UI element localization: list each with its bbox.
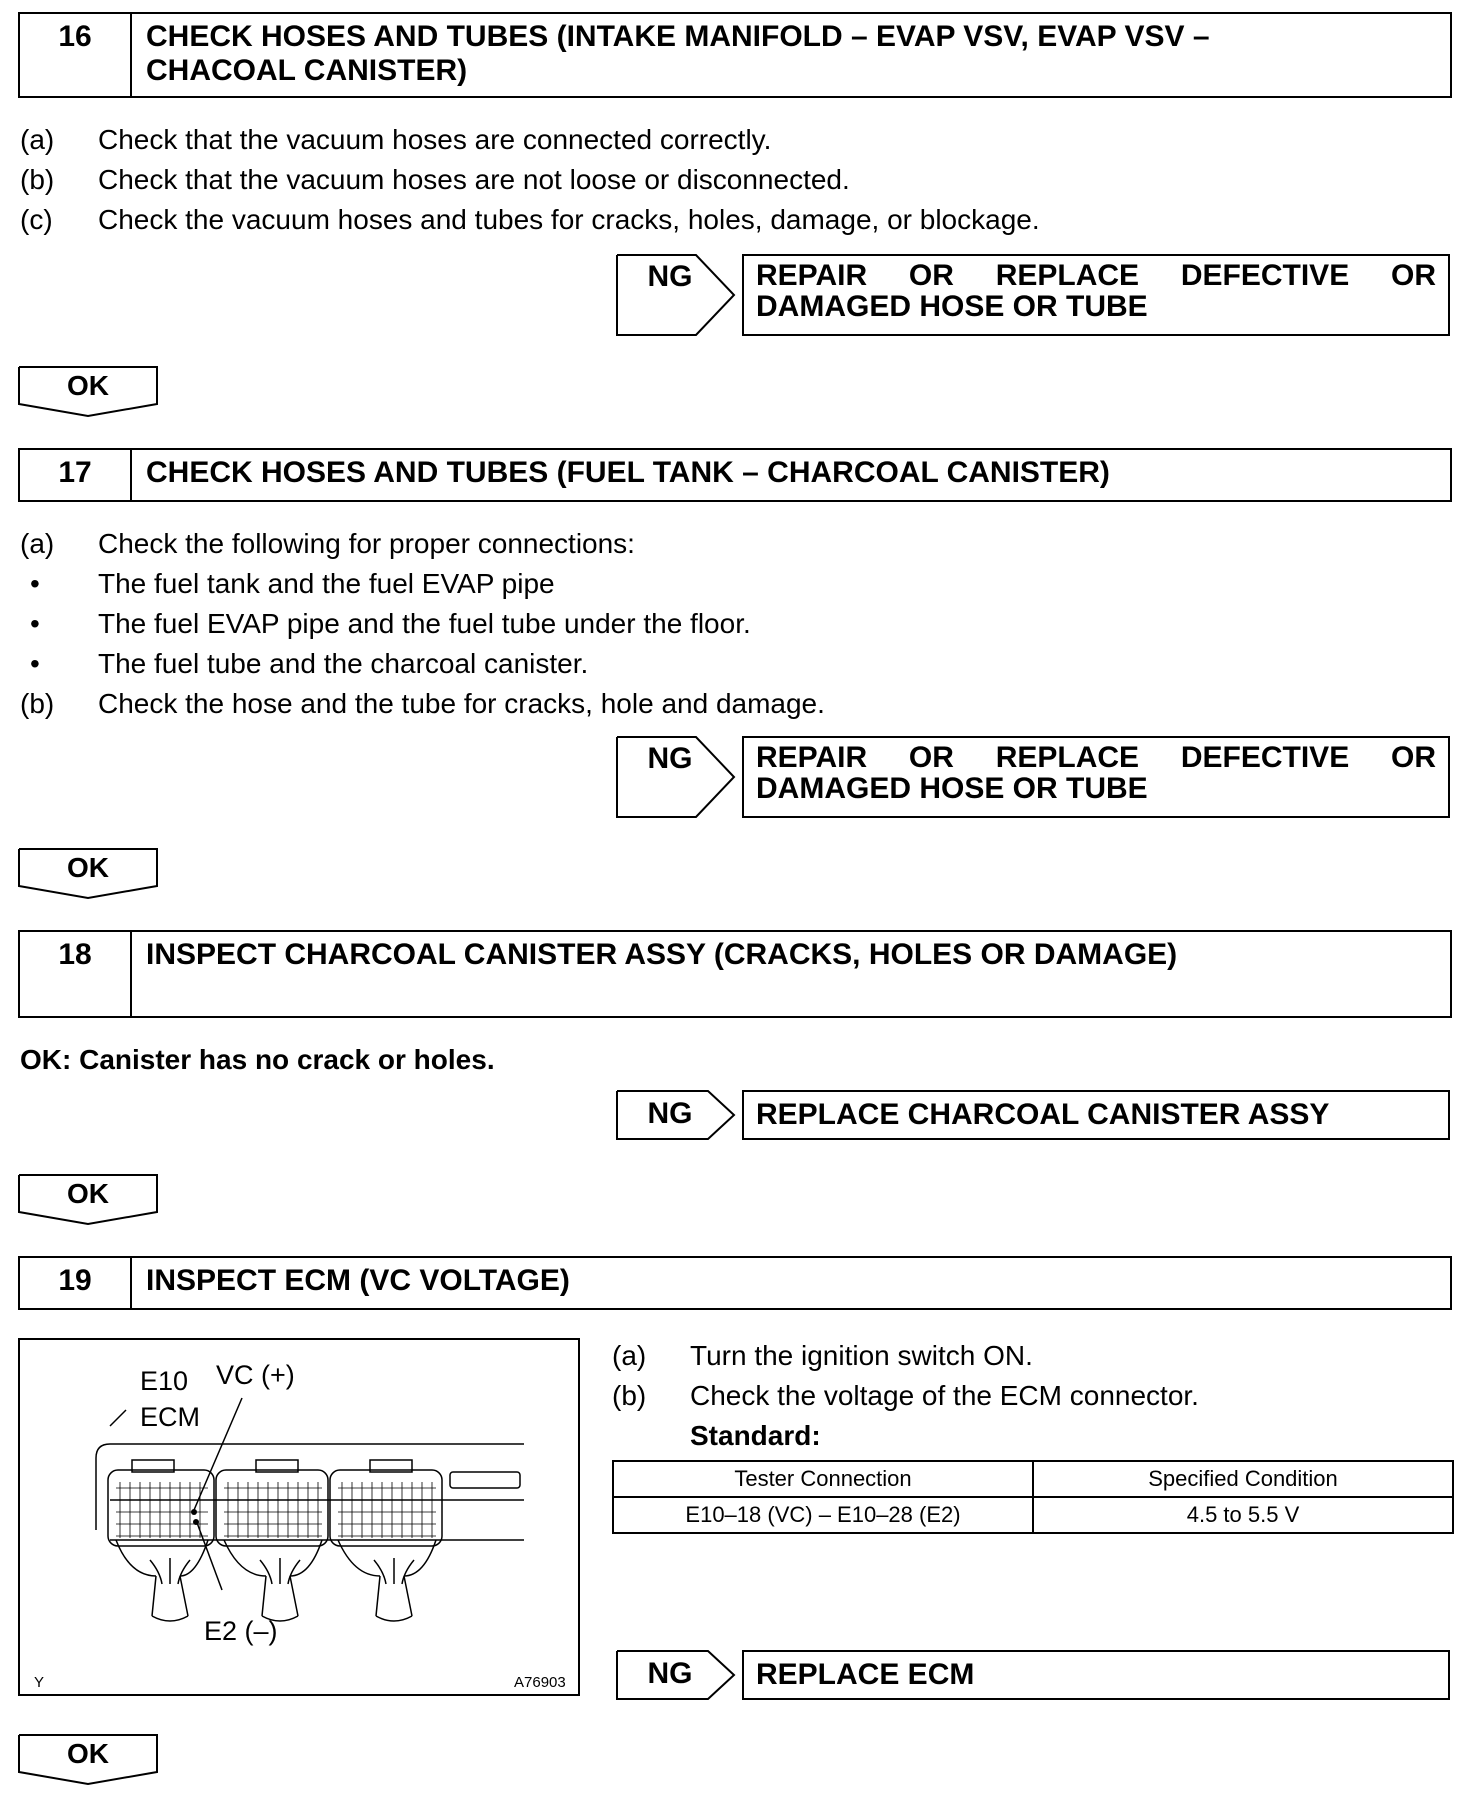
table-header-row — [613, 1461, 1453, 1497]
ok-arrow — [18, 848, 158, 900]
bullet-icon: • — [30, 608, 40, 639]
table-cell: 4.5 to 5.5 V — [1033, 1497, 1453, 1533]
item-text: Check the vacuum hoses and tubes for cracks, holes, damage, or blockage. — [98, 204, 1040, 235]
standard-label: Standard: — [690, 1420, 821, 1451]
step-number: 18 — [20, 932, 132, 1016]
step-number: 17 — [20, 450, 132, 500]
ng-action-line: REPAIR OR REPLACE DEFECTIVE OR — [756, 259, 1436, 292]
bullet-icon: • — [30, 568, 40, 599]
step-18-header — [18, 930, 1452, 1018]
step-title — [146, 20, 1438, 88]
component-label: ECM — [140, 1402, 200, 1432]
ok-arrow — [18, 1734, 158, 1786]
item-text: The fuel tube and the charcoal canister. — [98, 648, 589, 679]
table-header-cell: Specified Condition — [1033, 1461, 1453, 1497]
item-label: (a) — [612, 1340, 647, 1371]
ng-action — [742, 736, 1450, 818]
connector-label: E10 — [140, 1366, 189, 1396]
ok-arrow — [18, 366, 158, 418]
ok-label: OK — [67, 370, 109, 401]
item-text: Check that the vacuum hoses are connected correctly. — [98, 124, 772, 155]
item-text: The fuel tank and the fuel EVAP pipe — [98, 568, 555, 599]
vc-terminal-marker — [191, 1509, 197, 1515]
figure-corner-code: Y — [34, 1674, 45, 1691]
table-row — [613, 1497, 1453, 1533]
ng-action-line: DAMAGED HOSE OR TUBE — [756, 772, 1148, 805]
item-label: (b) — [612, 1380, 647, 1411]
spec-table — [612, 1460, 1454, 1534]
ng-action: REPLACE CHARCOAL CANISTER ASSY — [742, 1090, 1450, 1140]
table-header-cell: Tester Connection — [613, 1461, 1033, 1497]
step-19-header — [18, 1256, 1452, 1310]
step-title-line: CHECK HOSES AND TUBES (INTAKE MANIFOLD – EVAP VSV, EVAP VSV – — [146, 20, 1210, 53]
ecm-connector-figure — [18, 1338, 580, 1696]
ng-label: NG — [647, 1097, 693, 1130]
ng-action-line: DAMAGED HOSE OR TUBE — [756, 290, 1148, 323]
table-cell: E10–18 (VC) – E10–28 (E2) — [613, 1497, 1033, 1533]
ng-action — [742, 254, 1450, 336]
item-label: (c) — [20, 204, 53, 235]
ng-label: NG — [647, 742, 693, 775]
ecm-connector-drawing — [20, 1340, 578, 1694]
ok-label: OK — [67, 852, 109, 883]
step-title: CHECK HOSES AND TUBES (FUEL TANK – CHARCOAL CANISTER) — [146, 456, 1110, 489]
step-title: INSPECT CHARCOAL CANISTER ASSY (CRACKS, HOLES OR DAMAGE) — [146, 938, 1178, 971]
vc-terminal-label: VC (+) — [216, 1360, 295, 1390]
step-16-header — [18, 12, 1452, 98]
ok-condition: OK: Canister has no crack or holes. — [20, 1044, 495, 1075]
ng-action: REPLACE ECM — [742, 1650, 1450, 1700]
ok-label: OK — [67, 1178, 109, 1209]
e2-terminal-marker — [193, 1519, 199, 1525]
bullet-icon: • — [30, 648, 40, 679]
step-number: 16 — [20, 14, 132, 96]
item-text: Check the hose and the tube for cracks, hole and damage. — [98, 688, 825, 719]
item-label: (a) — [20, 528, 55, 559]
item-text: The fuel EVAP pipe and the fuel tube under the floor. — [98, 608, 751, 639]
item-label: (a) — [20, 124, 55, 155]
item-text: Turn the ignition switch ON. — [690, 1340, 1033, 1371]
step-number: 19 — [20, 1258, 132, 1308]
ng-label: NG — [647, 1657, 693, 1690]
item-label: (b) — [20, 688, 55, 719]
step-title-line: CHACOAL CANISTER) — [146, 54, 468, 87]
e2-terminal-label: E2 (–) — [204, 1616, 278, 1646]
figure-id: A76903 — [514, 1674, 566, 1691]
item-label: (b) — [20, 164, 55, 195]
item-text: Check the voltage of the ECM connector. — [690, 1380, 1199, 1411]
ok-label: OK — [67, 1738, 109, 1769]
ng-label: NG — [647, 260, 693, 293]
ok-arrow — [18, 1174, 158, 1226]
item-text: Check that the vacuum hoses are not loose or disconnected. — [98, 164, 850, 195]
item-text: Check the following for proper connections: — [98, 528, 635, 559]
ng-action-line: REPAIR OR REPLACE DEFECTIVE OR — [756, 741, 1436, 774]
step-17-header — [18, 448, 1452, 502]
step-title: INSPECT ECM (VC VOLTAGE) — [146, 1264, 570, 1297]
